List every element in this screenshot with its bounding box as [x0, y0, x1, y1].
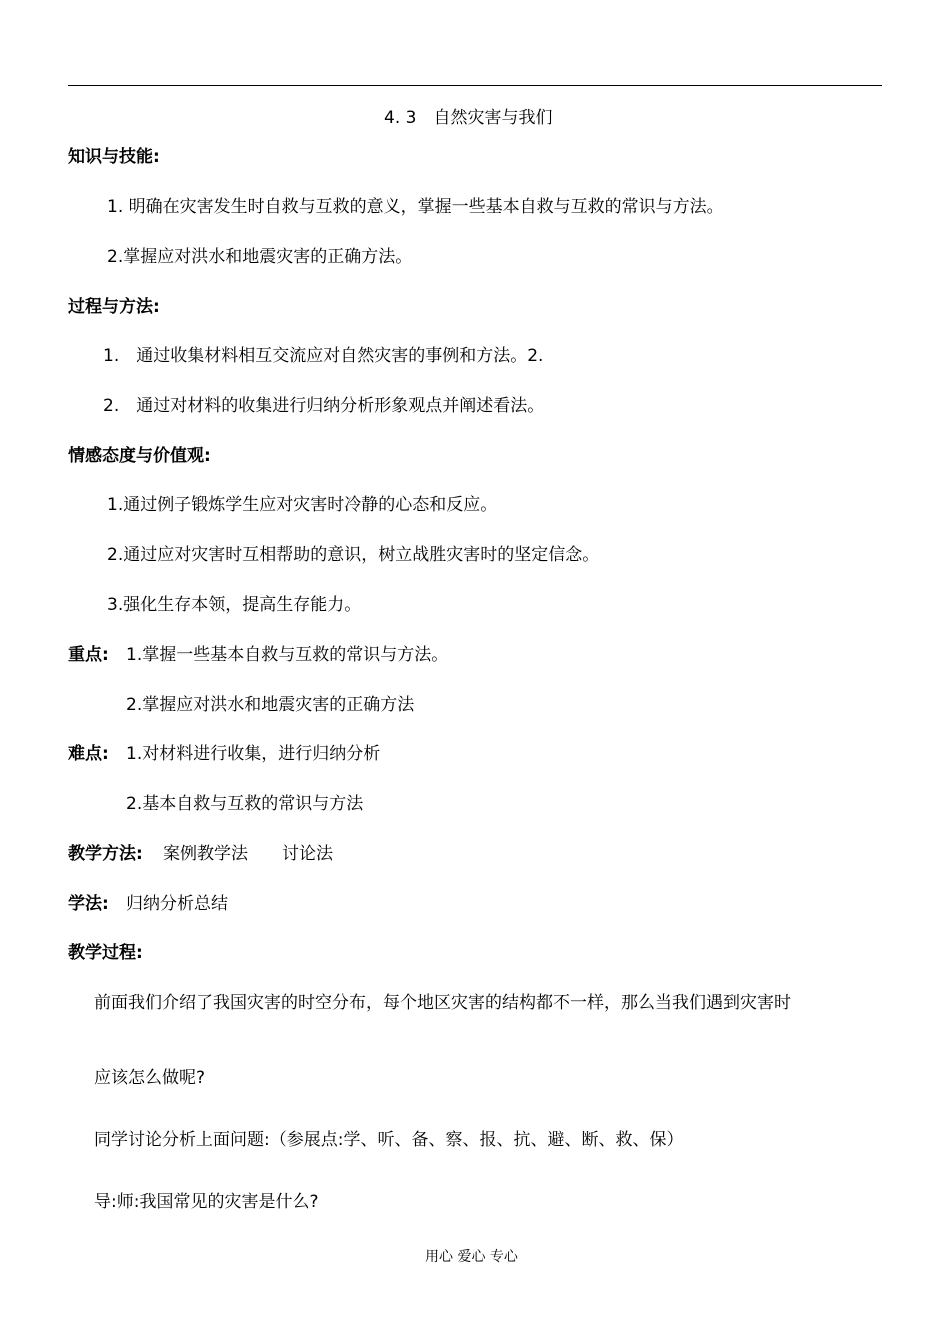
heading-emotion-values: 情感态度与价值观: — [68, 446, 211, 466]
knowledge-item-2: 2.掌握应对洪水和地震灾害的正确方法。 — [107, 247, 413, 267]
difficulty-item-1: 1.对材料进行收集，进行归纳分析 — [126, 744, 381, 764]
key-point-item-1: 1.掌握一些基本自救与互救的常识与方法。 — [126, 645, 449, 665]
heading-teaching-process: 教学过程: — [68, 943, 143, 963]
process-paragraph-2: 应该怎么做呢? — [94, 1068, 206, 1088]
page-title: 4. 3 自然灾害与我们 — [384, 108, 553, 128]
difficulty-item-2: 2.基本自救与互救的常识与方法 — [126, 794, 364, 814]
process-item-2: 2. 通过对材料的收集进行归纳分析形象观点并阐述看法。 — [103, 396, 545, 416]
process-paragraph-4: 导:师:我国常见的灾害是什么? — [94, 1192, 319, 1212]
study-method-label: 学法: — [68, 894, 109, 914]
process-item-1: 1. 通过收集材料相互交流应对自然灾害的事例和方法。2. — [103, 346, 544, 366]
teaching-method-label: 教学方法: — [68, 844, 143, 864]
process-paragraph-3: 同学讨论分析上面问题:（参展点:学、听、备、察、报、抗、避、断、救、保） — [94, 1130, 684, 1150]
emotion-item-3: 3.强化生存本领，提高生存能力。 — [107, 595, 362, 615]
heading-knowledge-skills: 知识与技能: — [68, 147, 160, 167]
header-rule — [68, 85, 882, 86]
knowledge-item-1: 1. 明确在灾害发生时自救与互救的意义，掌握一些基本自救与互救的常识与方法。 — [107, 197, 724, 217]
process-paragraph-1: 前面我们介绍了我国灾害的时空分布，每个地区灾害的结构都不一样，那么当我们遇到灾害时 — [94, 993, 791, 1013]
study-method-text: 归纳分析总结 — [126, 894, 228, 914]
difficulties-label: 难点: — [68, 744, 109, 764]
key-point-item-2: 2.掌握应对洪水和地震灾害的正确方法 — [126, 695, 415, 715]
emotion-item-1: 1.通过例子锻炼学生应对灾害时冷静的心态和反应。 — [107, 495, 498, 515]
key-points-label: 重点: — [68, 645, 109, 665]
heading-process-methods: 过程与方法: — [68, 297, 160, 317]
teaching-method-text: 案例教学法 讨论法 — [163, 844, 333, 864]
page-footer: 用心 爱心 专心 — [425, 1249, 518, 1265]
emotion-item-2: 2.通过应对灾害时互相帮助的意识，树立战胜灾害时的坚定信念。 — [107, 545, 600, 565]
